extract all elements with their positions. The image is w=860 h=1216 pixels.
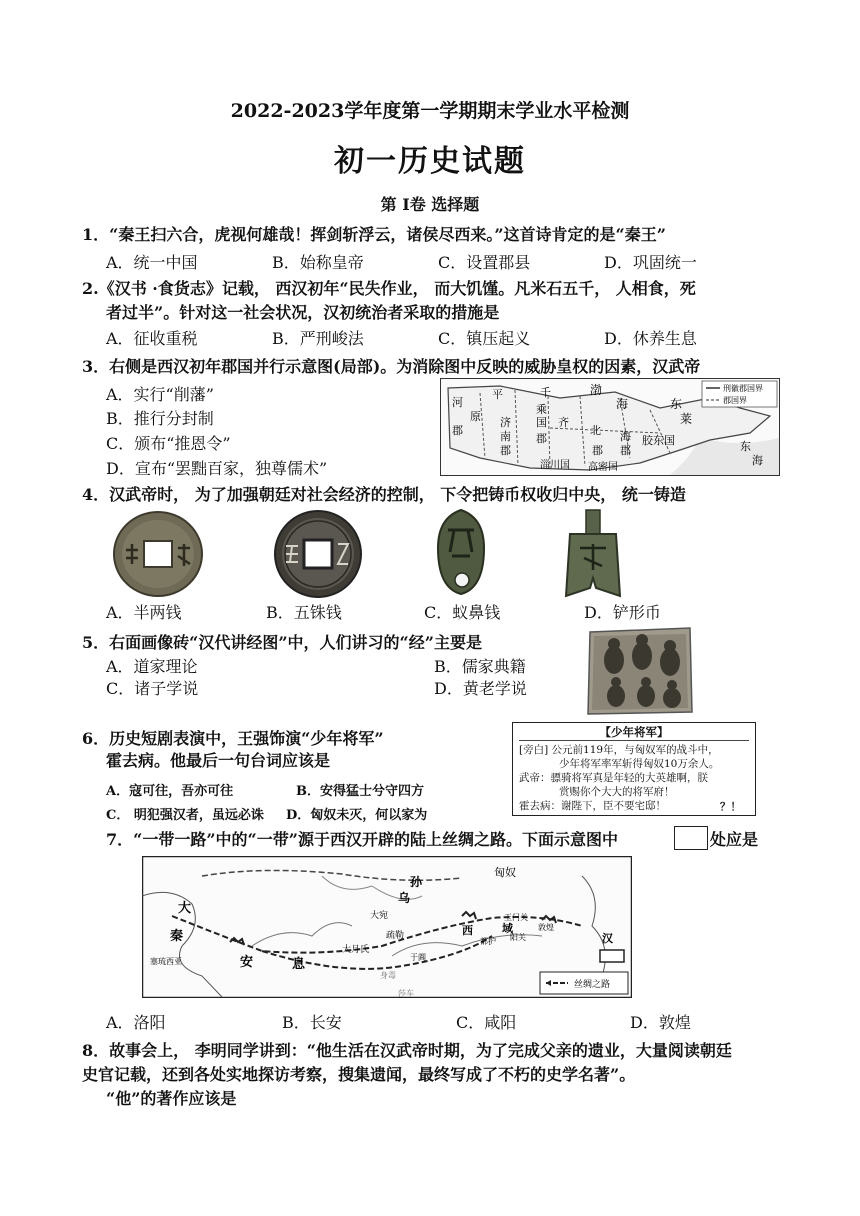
silk-road-map (142, 856, 632, 998)
script-line-row (519, 799, 749, 813)
map-label: 国 (536, 416, 547, 429)
exam-title: 2022-2023学年度第一学期期末学业水平检测 (230, 100, 630, 122)
map-label: 平 (492, 388, 503, 401)
script-line: 少年将军率军斩得匈奴10万余人。 (559, 758, 720, 770)
map-label: 郡 (620, 444, 631, 457)
q7-option-a[interactable]: A．洛阳 (106, 1013, 166, 1032)
map-label: 郡 (500, 444, 511, 457)
q4-option-b[interactable]: B．五铢钱 (266, 603, 342, 622)
q5-option-b[interactable]: B．儒家典籍 (434, 657, 526, 676)
wuzhu-coin-image (272, 508, 364, 600)
q3-option-c[interactable]: C．颁布“推恩令” (106, 434, 231, 453)
question-5-stem: 5．右面画像砖“汉代讲经图”中，人们讲习的“经”主要是 (82, 633, 482, 652)
map-label: 海 (616, 397, 629, 411)
map-label-anxi-2: 息 (292, 957, 306, 972)
question-1-stem: 1．“秦王扫六合，虎视何雄哉！挥剑斩浮云，诸侯尽西来。”这首诗肯定的是“秦王” (82, 225, 666, 244)
map-label-wusun-2: 孙 (410, 875, 423, 889)
yibi-coin-image (434, 508, 488, 596)
q1-option-a[interactable]: A．统一中国 (106, 253, 198, 272)
q3-option-d[interactable]: D．宣布“罢黜百家，独尊儒术” (106, 459, 328, 478)
legend-label-1: 刑徽郡国界 (723, 384, 763, 393)
banliang-coin-image (110, 508, 206, 600)
q2-option-d[interactable]: D．休养生息 (604, 329, 697, 348)
question-2-stem-line1: 2.《汉书 ·食货志》记载， 西汉初年“民失作业， 而大饥馑。凡米石五千， 人相食，死 (82, 279, 696, 298)
map-label: 东 (740, 440, 751, 453)
q3-option-a[interactable]: A．实行“削藩” (106, 385, 214, 404)
map-label: 乘 (536, 403, 547, 416)
script-box (512, 722, 756, 816)
map-label-shule: 疏勒 (386, 931, 405, 941)
script-line: 武帝：骠骑将军真是年轻的大英雄啊，朕 (519, 772, 708, 784)
question-7-stem-part1: 7．“一带一路”中的“一带”源于西汉开辟的陆上丝绸之路。下面示意图中 (106, 830, 618, 849)
question-6-stem-line2: 霍去病。他最后一句台词应该是 (106, 751, 331, 770)
spade-coin-image (560, 508, 626, 600)
map-label: 东 (670, 397, 683, 411)
question-8-stem-line1: 8．故事会上， 李明同学讲到：“他生活在汉武帝时期，为了完成父亲的遗业，大量阅读朝廷 (82, 1041, 732, 1060)
map-label: 原 (470, 410, 481, 423)
script-line: ？！ (720, 801, 741, 813)
map-label: 齐 (558, 416, 569, 429)
q2-option-c[interactable]: C．镇压起义 (438, 329, 531, 348)
map-label-dunhuang: 敦煌 (538, 923, 554, 932)
q2-option-b[interactable]: B．严刑峻法 (272, 329, 364, 348)
map-label-yutian: 于阗 (410, 953, 426, 962)
map-label: 北 (590, 424, 601, 437)
map-label: 济 (500, 416, 511, 429)
map-label-daqin-2: 秦 (170, 929, 184, 944)
q5-option-d[interactable]: D．黄老学说 (434, 679, 527, 698)
western-han-commandery-map (440, 378, 780, 476)
map-label: 胶东国 (642, 434, 675, 447)
map-label-anxi-1: 安 (240, 955, 254, 970)
map-label: 郡 (592, 444, 603, 457)
map-label-seleucia: 塞琉西亚 (150, 957, 182, 966)
map-label: 淄川国 (540, 460, 570, 471)
q7-option-b[interactable]: B．长安 (282, 1013, 342, 1032)
map-label: 海 (752, 454, 763, 467)
question-8-stem-line3: “他”的著作应该是 (106, 1089, 237, 1108)
q6-option-d[interactable]: D．匈奴未灭，何以家为 (286, 808, 428, 823)
question-7-stem-part2: 处应是 (710, 830, 759, 849)
map-label-shendu: 身毒 (380, 971, 396, 980)
map-label: 渤 (590, 383, 603, 397)
question-8-stem-line2: 史官记载，还到各处实地探访考察，搜集遗闻，最终写成了不朽的史学名著”。 (82, 1065, 636, 1084)
map-label-yangguan: 阳关 (510, 933, 526, 942)
map-label: 千 (540, 386, 551, 399)
q7-option-c[interactable]: C．咸阳 (456, 1013, 517, 1032)
answer-blank-box (674, 826, 708, 850)
map-label-daqin-1: 大 (178, 901, 192, 916)
q5-option-c[interactable]: C．诸子学说 (106, 679, 199, 698)
map-label-dawan: 大宛 (370, 911, 389, 921)
section-title: 第 I卷 选择题 (380, 195, 480, 214)
q6-option-a[interactable]: A．寇可往，吾亦可往 (106, 784, 234, 799)
map-label: 河 (452, 396, 463, 409)
q4-option-a[interactable]: A．半两钱 (106, 603, 182, 622)
subject-title: 初一历史试题 (334, 144, 526, 179)
map-label-han: 汉 (602, 932, 613, 945)
question-4-stem: 4．汉武帝时， 为了加强朝廷对社会经济的控制， 下令把铸币权收归中央， 统一铸造 (82, 485, 686, 504)
legend-label: 丝绸之路 (574, 980, 611, 990)
han-lecture-brick-image (586, 626, 694, 716)
q1-option-c[interactable]: C．设置郡县 (438, 253, 531, 272)
question-3-stem: 3．右侧是西汉初年郡国并行示意图(局部)。为消除图中反映的威胁皇权的因素，汉武帝 (82, 357, 701, 376)
script-box-title: 【少年将军】 (599, 725, 669, 739)
map-label-duhu: 都护 (480, 937, 496, 946)
map-label-xiyu-2: 域 (502, 922, 513, 935)
question-6-stem-line1: 6．历史短剧表演中，王强饰演“少年将军” (82, 729, 384, 748)
map-label: 莱 (680, 412, 693, 426)
q7-option-d[interactable]: D．敦煌 (630, 1013, 691, 1032)
q1-option-d[interactable]: D．巩固统一 (604, 253, 697, 272)
map-label: 郡 (536, 432, 547, 445)
map-label: 南 (500, 430, 511, 443)
q5-option-a[interactable]: A．道家理论 (106, 657, 198, 676)
map-label: 高密国 (588, 462, 618, 473)
q1-option-b[interactable]: B．始称皇帝 (272, 253, 364, 272)
script-line: [旁白] 公元前119年，与匈奴军的战斗中， (519, 744, 719, 756)
script-line: 赏赐你个大大的将军府！ (559, 786, 675, 798)
q6-option-c[interactable]: C． 明犯强汉者，虽远必诛 (106, 808, 264, 823)
question-2-stem-line2: 者过半”。针对这一社会状况，汉初统治者采取的措施是 (106, 303, 500, 322)
map-label-xiongnu: 匈奴 (494, 866, 516, 879)
map-label-yumenguan: 玉门关 (504, 913, 528, 922)
q4-option-c[interactable]: C．蚁鼻钱 (424, 603, 501, 622)
q2-option-a[interactable]: A．征收重税 (106, 329, 198, 348)
script-line: 霍去病：谢陛下，臣不要宅邸！ (519, 800, 666, 812)
map-label-dayuezhi: 大月氏 (342, 945, 370, 955)
map-label: 海 (620, 430, 631, 443)
q4-option-d[interactable]: D．铲形币 (584, 603, 661, 622)
map-label: 郡 (452, 424, 463, 437)
legend-label-2: 郡国界 (723, 396, 747, 405)
map-label-xiyu-1: 西 (462, 924, 473, 937)
map-label-shache: 莎车 (398, 989, 414, 998)
q3-option-b[interactable]: B．推行分封制 (106, 409, 214, 428)
map-blank-box (600, 950, 624, 962)
q6-option-b[interactable]: B．安得猛士兮守四方 (296, 784, 424, 799)
map-label-wusun-1: 乌 (398, 891, 411, 905)
